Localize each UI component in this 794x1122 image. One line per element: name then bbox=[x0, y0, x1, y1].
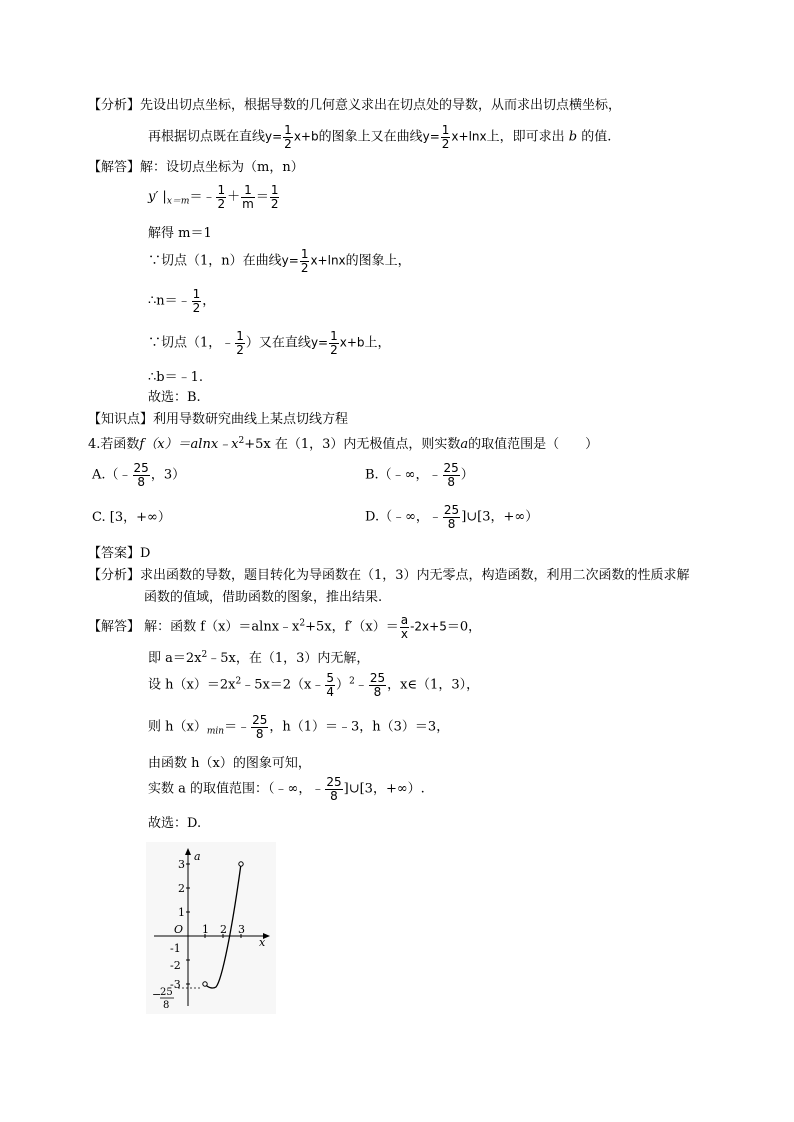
analysis-line-1: 【分析】先设出切点坐标，根据导数的几何意义求出在切点处的导数，从而求出切点横坐标， bbox=[88, 98, 622, 113]
y-axis-label: a bbox=[194, 850, 201, 863]
y-tick-neg2: -2 bbox=[170, 959, 181, 972]
solution-line-7: ∴b＝﹣1. bbox=[148, 370, 203, 385]
origin-label: O bbox=[174, 923, 184, 936]
min-label-den: 8 bbox=[163, 1000, 170, 1011]
solution-line-1: 【解答】解：设切点坐标为（m，n） bbox=[88, 160, 304, 175]
option-a: A.（﹣ $\frac{25}{8}$ ，3） bbox=[92, 461, 186, 489]
option-d: D.（﹣∞，﹣ $\frac{25}{8}$ ]∪[3，+∞） bbox=[365, 503, 539, 531]
y-tick-2: 2 bbox=[178, 882, 185, 895]
q4-analysis-2: 函数的值域，借助函数的图象，推出结果. bbox=[144, 590, 383, 605]
knowledge-line: 【知识点】利用导数研究曲线上某点切线方程 bbox=[88, 412, 349, 427]
q4-solution-5: 由函数 h（x）的图象可知， bbox=[148, 756, 311, 771]
x-axis-label: x bbox=[259, 936, 266, 949]
x-tick-3: 3 bbox=[238, 923, 245, 936]
open-endpoint-left bbox=[203, 982, 207, 986]
solution-line-6: ∵切点（1，﹣ $\frac{1}{2}$ ）又在直线y= $\frac{1}{2}$ x+b上， bbox=[148, 329, 391, 357]
option-c: C. [3，+∞） bbox=[92, 510, 171, 525]
solution-line-4: ∵切点（1，n）在曲线y= $\frac{1}{2}$ x+lnx的图象上， bbox=[148, 247, 411, 275]
y-tick-1: 1 bbox=[178, 906, 185, 919]
y-tick-3: 3 bbox=[178, 858, 185, 871]
q4-solution-2: 即 $a=2x^2﹣5x$，在（1，3）内无解， bbox=[148, 650, 370, 666]
q4-analysis-1: 【分析】求出函数的导数，题目转化为导函数在（1，3）内无零点，构造函数，利用二次函数的性质求解 bbox=[88, 568, 690, 583]
min-label-sign: − bbox=[152, 988, 162, 1001]
option-b: B.（﹣∞，﹣ $\frac{25}{8}$ ） bbox=[365, 461, 474, 489]
q4-solution-4: 则 $h(x)_{min}=﹣$ $\frac{25}{8}$ ，h（1）＝﹣3，h（3）＝3， bbox=[148, 713, 450, 741]
solution-derivative-line: y′ $|_{x=m}=﹣$ $\frac{1}{2}$ ＋ $\frac{1}{m}$ ＝ $\frac{1}{2}$ bbox=[148, 183, 279, 211]
q4-solution-3: 设 $h(x)=2x^2﹣5x=2(x﹣$ $\frac{5}{4}$ ）$^2$﹣ $\frac{25}{8}$ ，x∈（1，3）， bbox=[148, 671, 480, 699]
solution-line-8: 故选：B. bbox=[148, 390, 201, 405]
x-tick-2: 2 bbox=[220, 923, 227, 936]
solution-line-3: 解得 m＝1 bbox=[148, 226, 212, 241]
y-tick-neg3: -3 bbox=[170, 978, 181, 991]
x-tick-1: 1 bbox=[202, 923, 209, 936]
answer-line: 【答案】D bbox=[88, 546, 151, 561]
y-tick-neg1: -1 bbox=[170, 942, 181, 955]
solution-line-5: ∴n＝﹣ $\frac{1}{2}$ ， bbox=[148, 287, 216, 315]
q4-solution-1: 【解答】 解：函数 $f(x)=alnx﹣x^2+5x$，f′（x）＝ $\frac{a}{x}$ -2x+5＝0， bbox=[88, 613, 482, 641]
min-label-num: 25 bbox=[160, 987, 173, 998]
analysis-line-2: 再根据切点既在直线y= $\frac{1}{2}$ x+b的图象上又在曲线y= $\frac{1}{2}$ x+lnx上，即可求出 b 的值. bbox=[148, 123, 612, 151]
q4-solution-6: 实数 a 的取值范围：（﹣∞，﹣ $\frac{25}{8}$ ]∪[3，+∞）. bbox=[148, 775, 425, 803]
open-endpoint-right bbox=[239, 862, 243, 866]
q4-solution-7: 故选：D. bbox=[148, 816, 202, 831]
function-graph bbox=[146, 842, 276, 1014]
q4-stem: 4.若函数$f(x)=alnx﹣x^2+5x$ 在（1，3）内无极值点，则实数a的取值范围是（ ） bbox=[88, 436, 599, 452]
